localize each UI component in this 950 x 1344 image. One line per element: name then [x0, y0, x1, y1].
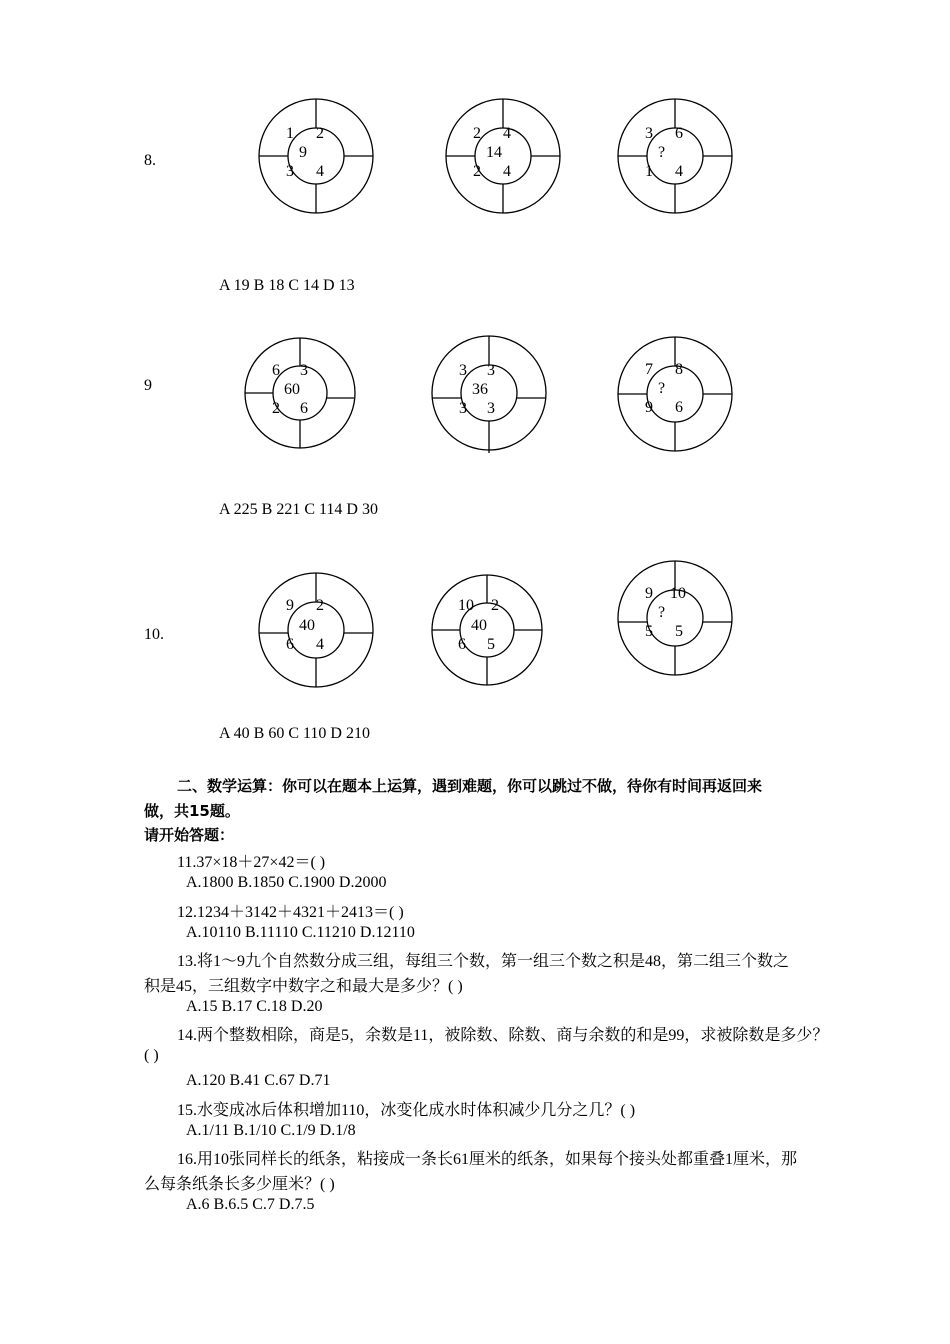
question-15-options: A.1/11 B.1/10 C.1/9 D.1/8	[186, 1122, 356, 1139]
ring-value-center: ?	[658, 604, 666, 621]
ring-value-top-right: 6	[675, 125, 683, 142]
ring-value-top-right: 2	[491, 597, 499, 614]
puzzle-number: 10.	[144, 626, 164, 643]
section-heading: 二、数学运算：你可以在题本上运算，遇到难题，你可以跳过不做，待你有时间再返回来	[177, 777, 763, 795]
ring-value-bottom-left: 1	[645, 163, 653, 180]
ring-value-top-right: 4	[503, 125, 511, 142]
question-12: 12.1234＋3142＋4321＋2413＝( )	[177, 904, 404, 921]
number-ring	[617, 336, 733, 452]
question-16-options: A.6 B.6.5 C.7 D.7.5	[186, 1196, 315, 1213]
ring-value-bottom-left: 3	[459, 400, 467, 417]
ring-value-center: ?	[658, 144, 666, 161]
ring-value-bottom-right: 3	[487, 400, 495, 417]
question-16-cont: 么每条纸条长多少厘米？( )	[144, 1176, 335, 1193]
answer-options: A 19 B 18 C 14 D 13	[219, 277, 355, 294]
number-ring	[258, 98, 374, 214]
question-11-options: A.1800 B.1850 C.1900 D.2000	[186, 874, 387, 891]
number-ring	[431, 572, 543, 688]
question-15: 15.水变成冰后体积增加110，冰变化成水时体积减少几分之几？( )	[177, 1102, 636, 1119]
ring-value-top-left: 7	[645, 361, 653, 378]
ring-value-top-left: 3	[459, 362, 467, 379]
question-13-options: A.15 B.17 C.18 D.20	[186, 998, 323, 1015]
ring-value-center: ?	[658, 380, 666, 397]
ring-value-center: 9	[299, 144, 307, 161]
ring-value-bottom-left: 9	[645, 399, 653, 416]
question-12-options: A.10110 B.11110 C.11210 D.12110	[186, 924, 415, 941]
question-14-options: A.120 B.41 C.67 D.71	[186, 1072, 331, 1089]
ring-value-top-right: 2	[316, 125, 324, 142]
number-ring	[445, 98, 561, 214]
puzzle-number: 9	[144, 377, 152, 394]
number-ring	[617, 98, 733, 214]
ring-value-bottom-left: 6	[286, 636, 294, 653]
question-16: 16.用10张同样长的纸条，粘接成一条长61厘米的纸条，如果每个接头处都重叠1厘米，那	[177, 1151, 798, 1168]
question-13-cont: 积是45，三组数字中数字之和最大是多少？( )	[144, 978, 463, 995]
ring-value-center: 36	[472, 381, 488, 398]
ring-value-bottom-right: 4	[675, 163, 683, 180]
ring-value-top-right: 10	[670, 585, 686, 602]
ring-value-center: 40	[299, 617, 315, 634]
ring-value-top-left: 9	[645, 585, 653, 602]
section-heading-cont: 做，共15题。	[144, 802, 240, 820]
number-ring	[617, 560, 733, 676]
answer-options: A 40 B 60 C 110 D 210	[219, 725, 370, 742]
ring-value-bottom-right: 5	[487, 636, 495, 653]
ring-value-bottom-left: 6	[458, 636, 466, 653]
ring-value-top-left: 10	[458, 597, 474, 614]
ring-value-bottom-right: 6	[300, 400, 308, 417]
ring-value-bottom-right: 4	[316, 636, 324, 653]
ring-value-bottom-left: 5	[645, 623, 653, 640]
ring-value-bottom-left: 3	[286, 163, 294, 180]
ring-value-bottom-right: 4	[503, 163, 511, 180]
ring-value-top-right: 3	[300, 362, 308, 379]
ring-value-top-left: 2	[473, 125, 481, 142]
ring-value-top-right: 8	[675, 361, 683, 378]
ring-value-bottom-left: 2	[473, 163, 481, 180]
puzzle-number: 8.	[144, 152, 156, 169]
answer-options: A 225 B 221 C 114 D 30	[219, 501, 378, 518]
ring-value-top-left: 3	[645, 125, 653, 142]
ring-value-top-left: 1	[286, 125, 294, 142]
start-instruction: 请开始答题：	[144, 826, 235, 844]
number-ring	[431, 336, 547, 454]
ring-value-center: 60	[284, 381, 300, 398]
question-11: 11.37×18＋27×42＝( )	[177, 854, 326, 871]
ring-value-bottom-right: 5	[675, 623, 683, 640]
number-ring	[258, 572, 374, 688]
ring-value-top-right: 2	[316, 597, 324, 614]
ring-value-top-left: 6	[272, 362, 280, 379]
ring-value-bottom-right: 6	[675, 399, 683, 416]
number-ring	[244, 336, 356, 450]
ring-value-bottom-left: 2	[272, 400, 280, 417]
ring-value-bottom-right: 4	[316, 163, 324, 180]
ring-value-center: 14	[486, 144, 502, 161]
ring-value-top-right: 3	[487, 362, 495, 379]
ring-value-center: 40	[471, 617, 487, 634]
ring-value-top-left: 9	[286, 597, 294, 614]
question-14-cont: ( )	[144, 1047, 159, 1064]
question-13: 13.将1～9九个自然数分成三组，每组三个数，第一组三个数之积是48，第二组三个数之	[177, 953, 790, 970]
question-14: 14.两个整数相除，商是5，余数是11，被除数、除数、商与余数的和是99，求被除数是多少？	[177, 1027, 829, 1044]
